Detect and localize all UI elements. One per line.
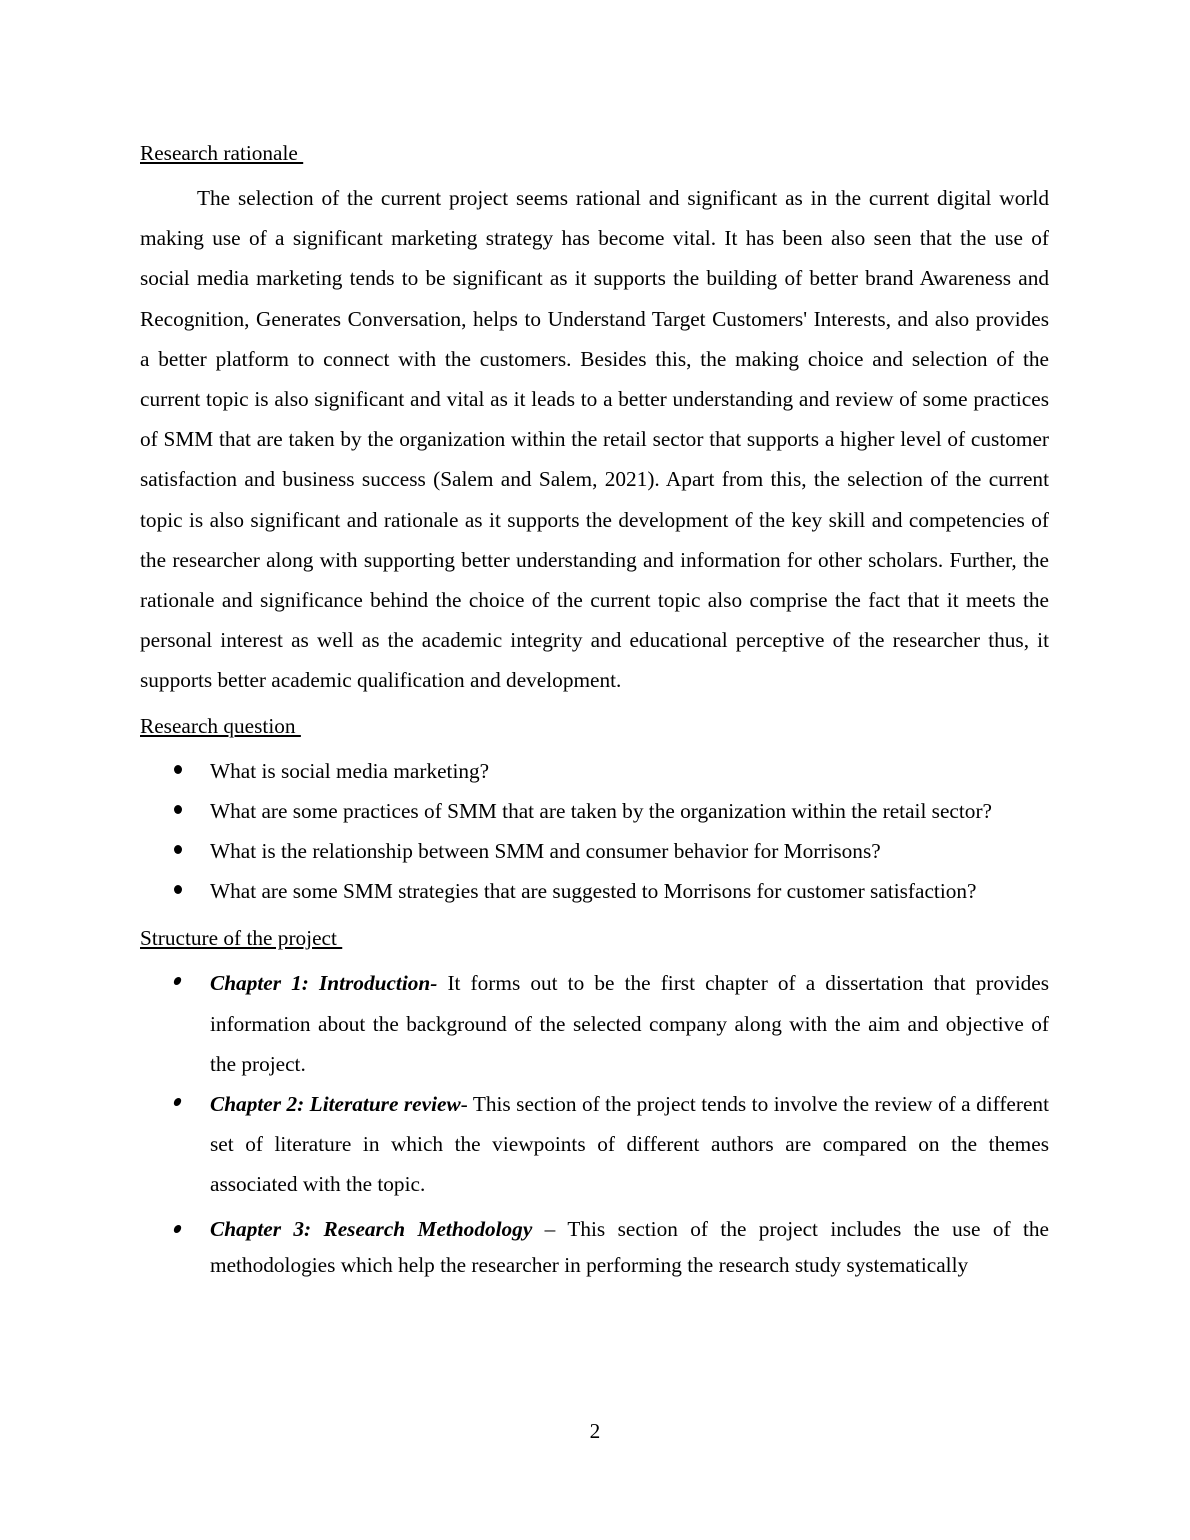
bullet-icon <box>173 1098 182 1106</box>
bullet-icon <box>173 977 182 985</box>
page-number: 2 <box>589 1419 601 1443</box>
chapter-description: - This section of the project tends to involve the review of a different set of literature in which the viewpoints of different authors are compared on the themes associated with the topic. <box>210 1092 1049 1197</box>
research-question-text: What is the relationship between SMM and consumer behavior for Morrisons? <box>210 839 881 864</box>
chapter-item <box>140 1084 1049 1205</box>
chapter-title: Chapter 3: Research Methodology <box>210 1216 533 1241</box>
chapter-item <box>140 963 1049 1084</box>
research-question-text: What is social media marketing? <box>210 758 490 783</box>
research-question-text: What are some SMM strategies that are suggested to Morrisons for customer satisfaction? <box>210 879 977 904</box>
research-question-item <box>140 871 1049 911</box>
bullet-icon <box>174 805 182 814</box>
chapter-title: Chapter 1: Introduction- <box>210 971 438 996</box>
bullet-icon <box>174 765 182 774</box>
bullet-icon <box>173 1225 182 1233</box>
research-question-list <box>140 751 1049 912</box>
project-structure-heading: Structure of the project <box>140 926 343 951</box>
research-rationale-heading: Research rationale <box>140 141 304 165</box>
bullet-icon <box>174 885 182 894</box>
research-question-item <box>140 831 1049 871</box>
chapter-item <box>140 1211 1049 1283</box>
chapter-description: It forms out to be the first chapter of a dissertation that provides information about the background of the selected company along with the aim and objective of the project. <box>210 971 1050 1076</box>
chapter-title: Chapter 2: Literature review <box>210 1092 461 1117</box>
research-question-heading: Research question <box>140 713 301 738</box>
chapter-description: – This section of the project includes the use of the methodologies which help the researcher in performing the research study systematically <box>210 1216 1049 1277</box>
bullet-icon <box>174 845 182 854</box>
research-question-text: What are some practices of SMM that are taken by the organization within the retail sector? <box>210 798 992 823</box>
research-question-item <box>140 791 1049 831</box>
research-question-item <box>140 751 1049 791</box>
chapter-list <box>140 963 1049 1282</box>
research-rationale-paragraph: The selection of the current project seems rational and significant as in the current digital world making use of a significant marketing strategy has become vital. It has been also seen that the use of social media marketing tends to be significant as it supports the building of better brand Awareness and Recognition, Generates Conversation, helps to Understand Target Customers' Interests, and also provides a better platform to connect with the customers. Besides this, the making choice and selection of the current topic is also significant and vital as it leads to a better understanding and review of some practices of SMM that are taken by the organization within the retail sector that supports a higher level of customer satisfaction and business success (Salem and Salem, 2021). Apart from this, the selection of the current topic is also significant and rationale as it supports the development of the key skill and competencies of the researcher along with supporting better understanding and information for other scholars. Further, the rationale and significance behind the choice of the current topic also comprise the fact that it meets the personal interest as well as the academic integrity and educational perceptive of the researcher thus, it supports better academic qualification and development. <box>140 186 1049 693</box>
page-content <box>140 138 1049 1295</box>
